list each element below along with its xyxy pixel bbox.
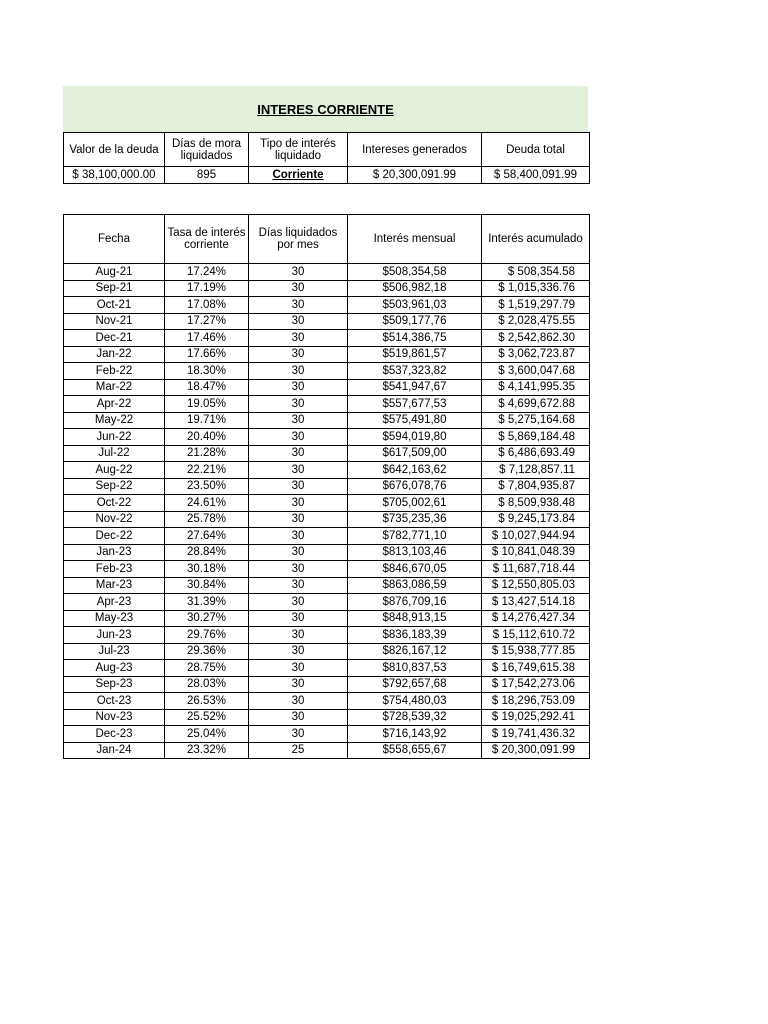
row-accumulated-interest: $ 10,027,944.94: [482, 528, 590, 545]
row-days: 30: [249, 462, 348, 479]
row-accumulated-interest: $ 10,841,048.39: [482, 544, 590, 561]
row-rate: 19.05%: [165, 396, 249, 413]
table-row: [64, 429, 590, 446]
row-days: 30: [249, 396, 348, 413]
summary-header-interest-type: Tipo de interés liquidado: [249, 133, 348, 167]
row-accumulated-interest: $ 5,869,184.48: [482, 429, 590, 446]
row-date: Dec-22: [64, 528, 165, 545]
table-row: [64, 693, 590, 710]
row-rate: 25.78%: [165, 511, 249, 528]
row-rate: 26.53%: [165, 693, 249, 710]
row-days: 30: [249, 280, 348, 297]
row-date: Oct-22: [64, 495, 165, 512]
row-accumulated-interest: $ 4,699,672.88: [482, 396, 590, 413]
row-rate: 29.36%: [165, 643, 249, 660]
row-accumulated-interest: $ 9,245,173.84: [482, 511, 590, 528]
row-rate: 18.47%: [165, 379, 249, 396]
table-row: [64, 330, 590, 347]
row-accumulated-interest: $ 1,015,336.76: [482, 280, 590, 297]
row-date: Nov-23: [64, 709, 165, 726]
row-date: Mar-23: [64, 577, 165, 594]
row-monthly-interest: $813,103,46: [348, 544, 482, 561]
row-accumulated-interest: $ 15,112,610.72: [482, 627, 590, 644]
row-monthly-interest: $503,961,03: [348, 297, 482, 314]
detail-body: [64, 264, 590, 759]
row-days: 30: [249, 445, 348, 462]
row-date: Dec-23: [64, 726, 165, 743]
summary-header-total-debt: Deuda total: [482, 133, 590, 167]
row-date: Jun-23: [64, 627, 165, 644]
summary-days: 895: [165, 167, 249, 184]
row-accumulated-interest: $ 2,028,475.55: [482, 313, 590, 330]
row-date: Jan-22: [64, 346, 165, 363]
row-date: Jul-22: [64, 445, 165, 462]
row-rate: 22.21%: [165, 462, 249, 479]
table-row: [64, 610, 590, 627]
row-monthly-interest: $728,539,32: [348, 709, 482, 726]
table-row: [64, 264, 590, 281]
row-rate: 23.32%: [165, 742, 249, 759]
detail-header-rate: Tasa de interés corriente: [165, 215, 249, 264]
row-date: Nov-21: [64, 313, 165, 330]
row-rate: 20.40%: [165, 429, 249, 446]
row-date: Aug-23: [64, 660, 165, 677]
row-rate: 25.04%: [165, 726, 249, 743]
row-days: 30: [249, 363, 348, 380]
row-days: 25: [249, 742, 348, 759]
table-row: [64, 379, 590, 396]
summary-header-debt-value: Valor de la deuda: [64, 133, 165, 167]
row-accumulated-interest: $ 7,128,857.11: [482, 462, 590, 479]
row-rate: 17.19%: [165, 280, 249, 297]
row-days: 30: [249, 330, 348, 347]
row-days: 30: [249, 264, 348, 281]
table-row: [64, 478, 590, 495]
row-monthly-interest: $514,386,75: [348, 330, 482, 347]
row-accumulated-interest: $ 19,741,436.32: [482, 726, 590, 743]
detail-table: [63, 214, 590, 759]
row-accumulated-interest: $ 16,749,615.38: [482, 660, 590, 677]
summary-interest-type: Corriente: [249, 167, 348, 184]
row-accumulated-interest: $ 13,427,514.18: [482, 594, 590, 611]
row-date: Aug-22: [64, 462, 165, 479]
row-date: Dec-21: [64, 330, 165, 347]
row-accumulated-interest: $ 20,300,091.99: [482, 742, 590, 759]
row-accumulated-interest: $ 7,804,935.87: [482, 478, 590, 495]
row-monthly-interest: $541,947,67: [348, 379, 482, 396]
summary-interest-generated: $ 20,300,091.99: [348, 167, 482, 184]
row-monthly-interest: $876,709,16: [348, 594, 482, 611]
row-days: 30: [249, 313, 348, 330]
table-row: [64, 594, 590, 611]
row-accumulated-interest: $ 19,025,292.41: [482, 709, 590, 726]
row-rate: 17.24%: [165, 264, 249, 281]
row-rate: 19.71%: [165, 412, 249, 429]
table-row: [64, 462, 590, 479]
row-monthly-interest: $735,235,36: [348, 511, 482, 528]
row-monthly-interest: $508,354,58: [348, 264, 482, 281]
title-band: [63, 86, 588, 132]
row-monthly-interest: $519,861,57: [348, 346, 482, 363]
row-accumulated-interest: $ 3,062,723.87: [482, 346, 590, 363]
row-monthly-interest: $594,019,80: [348, 429, 482, 446]
row-days: 30: [249, 693, 348, 710]
row-monthly-interest: $754,480,03: [348, 693, 482, 710]
row-days: 30: [249, 610, 348, 627]
row-monthly-interest: $782,771,10: [348, 528, 482, 545]
table-row: [64, 561, 590, 578]
row-accumulated-interest: $ 17,542,273.06: [482, 676, 590, 693]
row-accumulated-interest: $ 5,275,164.68: [482, 412, 590, 429]
table-row: [64, 676, 590, 693]
row-monthly-interest: $642,163,62: [348, 462, 482, 479]
row-date: Apr-22: [64, 396, 165, 413]
row-rate: 30.27%: [165, 610, 249, 627]
row-monthly-interest: $810,837,53: [348, 660, 482, 677]
row-days: 30: [249, 660, 348, 677]
row-accumulated-interest: $ 508,354.58: [482, 264, 590, 281]
row-monthly-interest: $509,177,76: [348, 313, 482, 330]
row-monthly-interest: $557,677,53: [348, 396, 482, 413]
row-date: Sep-22: [64, 478, 165, 495]
row-days: 30: [249, 561, 348, 578]
table-row: [64, 528, 590, 545]
row-rate: 28.75%: [165, 660, 249, 677]
summary-total-debt: $ 58,400,091.99: [482, 167, 590, 184]
row-monthly-interest: $863,086,59: [348, 577, 482, 594]
row-monthly-interest: $506,982,18: [348, 280, 482, 297]
row-days: 30: [249, 544, 348, 561]
row-accumulated-interest: $ 14,276,427.34: [482, 610, 590, 627]
summary-header-days: Días de mora liquidados: [165, 133, 249, 167]
row-monthly-interest: $558,655,67: [348, 742, 482, 759]
summary-values-row: [64, 167, 590, 184]
row-date: Jan-23: [64, 544, 165, 561]
row-date: Oct-23: [64, 693, 165, 710]
row-date: May-22: [64, 412, 165, 429]
table-row: [64, 577, 590, 594]
summary-header-row: [64, 133, 590, 167]
table-row: [64, 280, 590, 297]
row-rate: 24.61%: [165, 495, 249, 512]
row-monthly-interest: $716,143,92: [348, 726, 482, 743]
row-date: Aug-21: [64, 264, 165, 281]
row-accumulated-interest: $ 12,550,805.03: [482, 577, 590, 594]
row-rate: 30.84%: [165, 577, 249, 594]
table-row: [64, 726, 590, 743]
row-monthly-interest: $826,167,12: [348, 643, 482, 660]
table-row: [64, 495, 590, 512]
row-accumulated-interest: $ 2,542,862.30: [482, 330, 590, 347]
row-days: 30: [249, 594, 348, 611]
row-rate: 31.39%: [165, 594, 249, 611]
row-monthly-interest: $846,670,05: [348, 561, 482, 578]
row-rate: 21.28%: [165, 445, 249, 462]
row-monthly-interest: $575,491,80: [348, 412, 482, 429]
row-accumulated-interest: $ 3,600,047.68: [482, 363, 590, 380]
row-accumulated-interest: $ 4,141,995.35: [482, 379, 590, 396]
row-accumulated-interest: $ 18,296,753.09: [482, 693, 590, 710]
row-date: Feb-22: [64, 363, 165, 380]
summary-debt-value: $ 38,100,000.00: [64, 167, 165, 184]
row-date: Nov-22: [64, 511, 165, 528]
table-row: [64, 396, 590, 413]
table-row: [64, 544, 590, 561]
row-rate: 23.50%: [165, 478, 249, 495]
row-days: 30: [249, 495, 348, 512]
row-days: 30: [249, 297, 348, 314]
row-rate: 17.08%: [165, 297, 249, 314]
row-date: Sep-21: [64, 280, 165, 297]
table-row: [64, 297, 590, 314]
row-days: 30: [249, 643, 348, 660]
row-accumulated-interest: $ 8,509,938.48: [482, 495, 590, 512]
detail-header-monthly-interest: Interés mensual: [348, 215, 482, 264]
row-date: Sep-23: [64, 676, 165, 693]
row-date: May-23: [64, 610, 165, 627]
row-accumulated-interest: $ 1,519,297.79: [482, 297, 590, 314]
detail-header-days: Días liquidados por mes: [249, 215, 348, 264]
summary-table: [63, 132, 590, 184]
row-accumulated-interest: $ 11,687,718.44: [482, 561, 590, 578]
row-rate: 28.84%: [165, 544, 249, 561]
table-row: [64, 445, 590, 462]
row-days: 30: [249, 528, 348, 545]
row-rate: 25.52%: [165, 709, 249, 726]
row-days: 30: [249, 412, 348, 429]
row-rate: 27.64%: [165, 528, 249, 545]
row-rate: 30.18%: [165, 561, 249, 578]
row-date: Apr-23: [64, 594, 165, 611]
row-rate: 17.46%: [165, 330, 249, 347]
row-days: 30: [249, 627, 348, 644]
detail-header-date: Fecha: [64, 215, 165, 264]
row-days: 30: [249, 346, 348, 363]
row-monthly-interest: $537,323,82: [348, 363, 482, 380]
row-accumulated-interest: $ 15,938,777.85: [482, 643, 590, 660]
table-row: [64, 363, 590, 380]
row-monthly-interest: $676,078,76: [348, 478, 482, 495]
row-rate: 17.27%: [165, 313, 249, 330]
row-days: 30: [249, 577, 348, 594]
row-monthly-interest: $705,002,61: [348, 495, 482, 512]
row-monthly-interest: $617,509,00: [348, 445, 482, 462]
row-days: 30: [249, 676, 348, 693]
table-row: [64, 412, 590, 429]
row-date: Mar-22: [64, 379, 165, 396]
row-monthly-interest: $792,657,68: [348, 676, 482, 693]
detail-header-accumulated-interest: Interés acumulado: [482, 215, 590, 264]
row-days: 30: [249, 726, 348, 743]
row-rate: 28.03%: [165, 676, 249, 693]
detail-header-row: [64, 215, 590, 264]
row-days: 30: [249, 709, 348, 726]
page-title: INTERES CORRIENTE: [257, 101, 394, 117]
table-row: [64, 627, 590, 644]
table-row: [64, 709, 590, 726]
table-row: [64, 346, 590, 363]
row-date: Feb-23: [64, 561, 165, 578]
row-rate: 17.66%: [165, 346, 249, 363]
row-date: Jun-22: [64, 429, 165, 446]
row-monthly-interest: $848,913,15: [348, 610, 482, 627]
table-row: [64, 511, 590, 528]
table-row: [64, 742, 590, 759]
row-days: 30: [249, 478, 348, 495]
summary-header-interest-generated: Intereses generados: [348, 133, 482, 167]
table-row: [64, 660, 590, 677]
table-row: [64, 643, 590, 660]
row-date: Jul-23: [64, 643, 165, 660]
row-monthly-interest: $836,183,39: [348, 627, 482, 644]
row-date: Oct-21: [64, 297, 165, 314]
row-days: 30: [249, 379, 348, 396]
row-date: Jan-24: [64, 742, 165, 759]
table-row: [64, 313, 590, 330]
row-rate: 18.30%: [165, 363, 249, 380]
row-accumulated-interest: $ 6,486,693.49: [482, 445, 590, 462]
row-rate: 29.76%: [165, 627, 249, 644]
row-days: 30: [249, 429, 348, 446]
row-days: 30: [249, 511, 348, 528]
